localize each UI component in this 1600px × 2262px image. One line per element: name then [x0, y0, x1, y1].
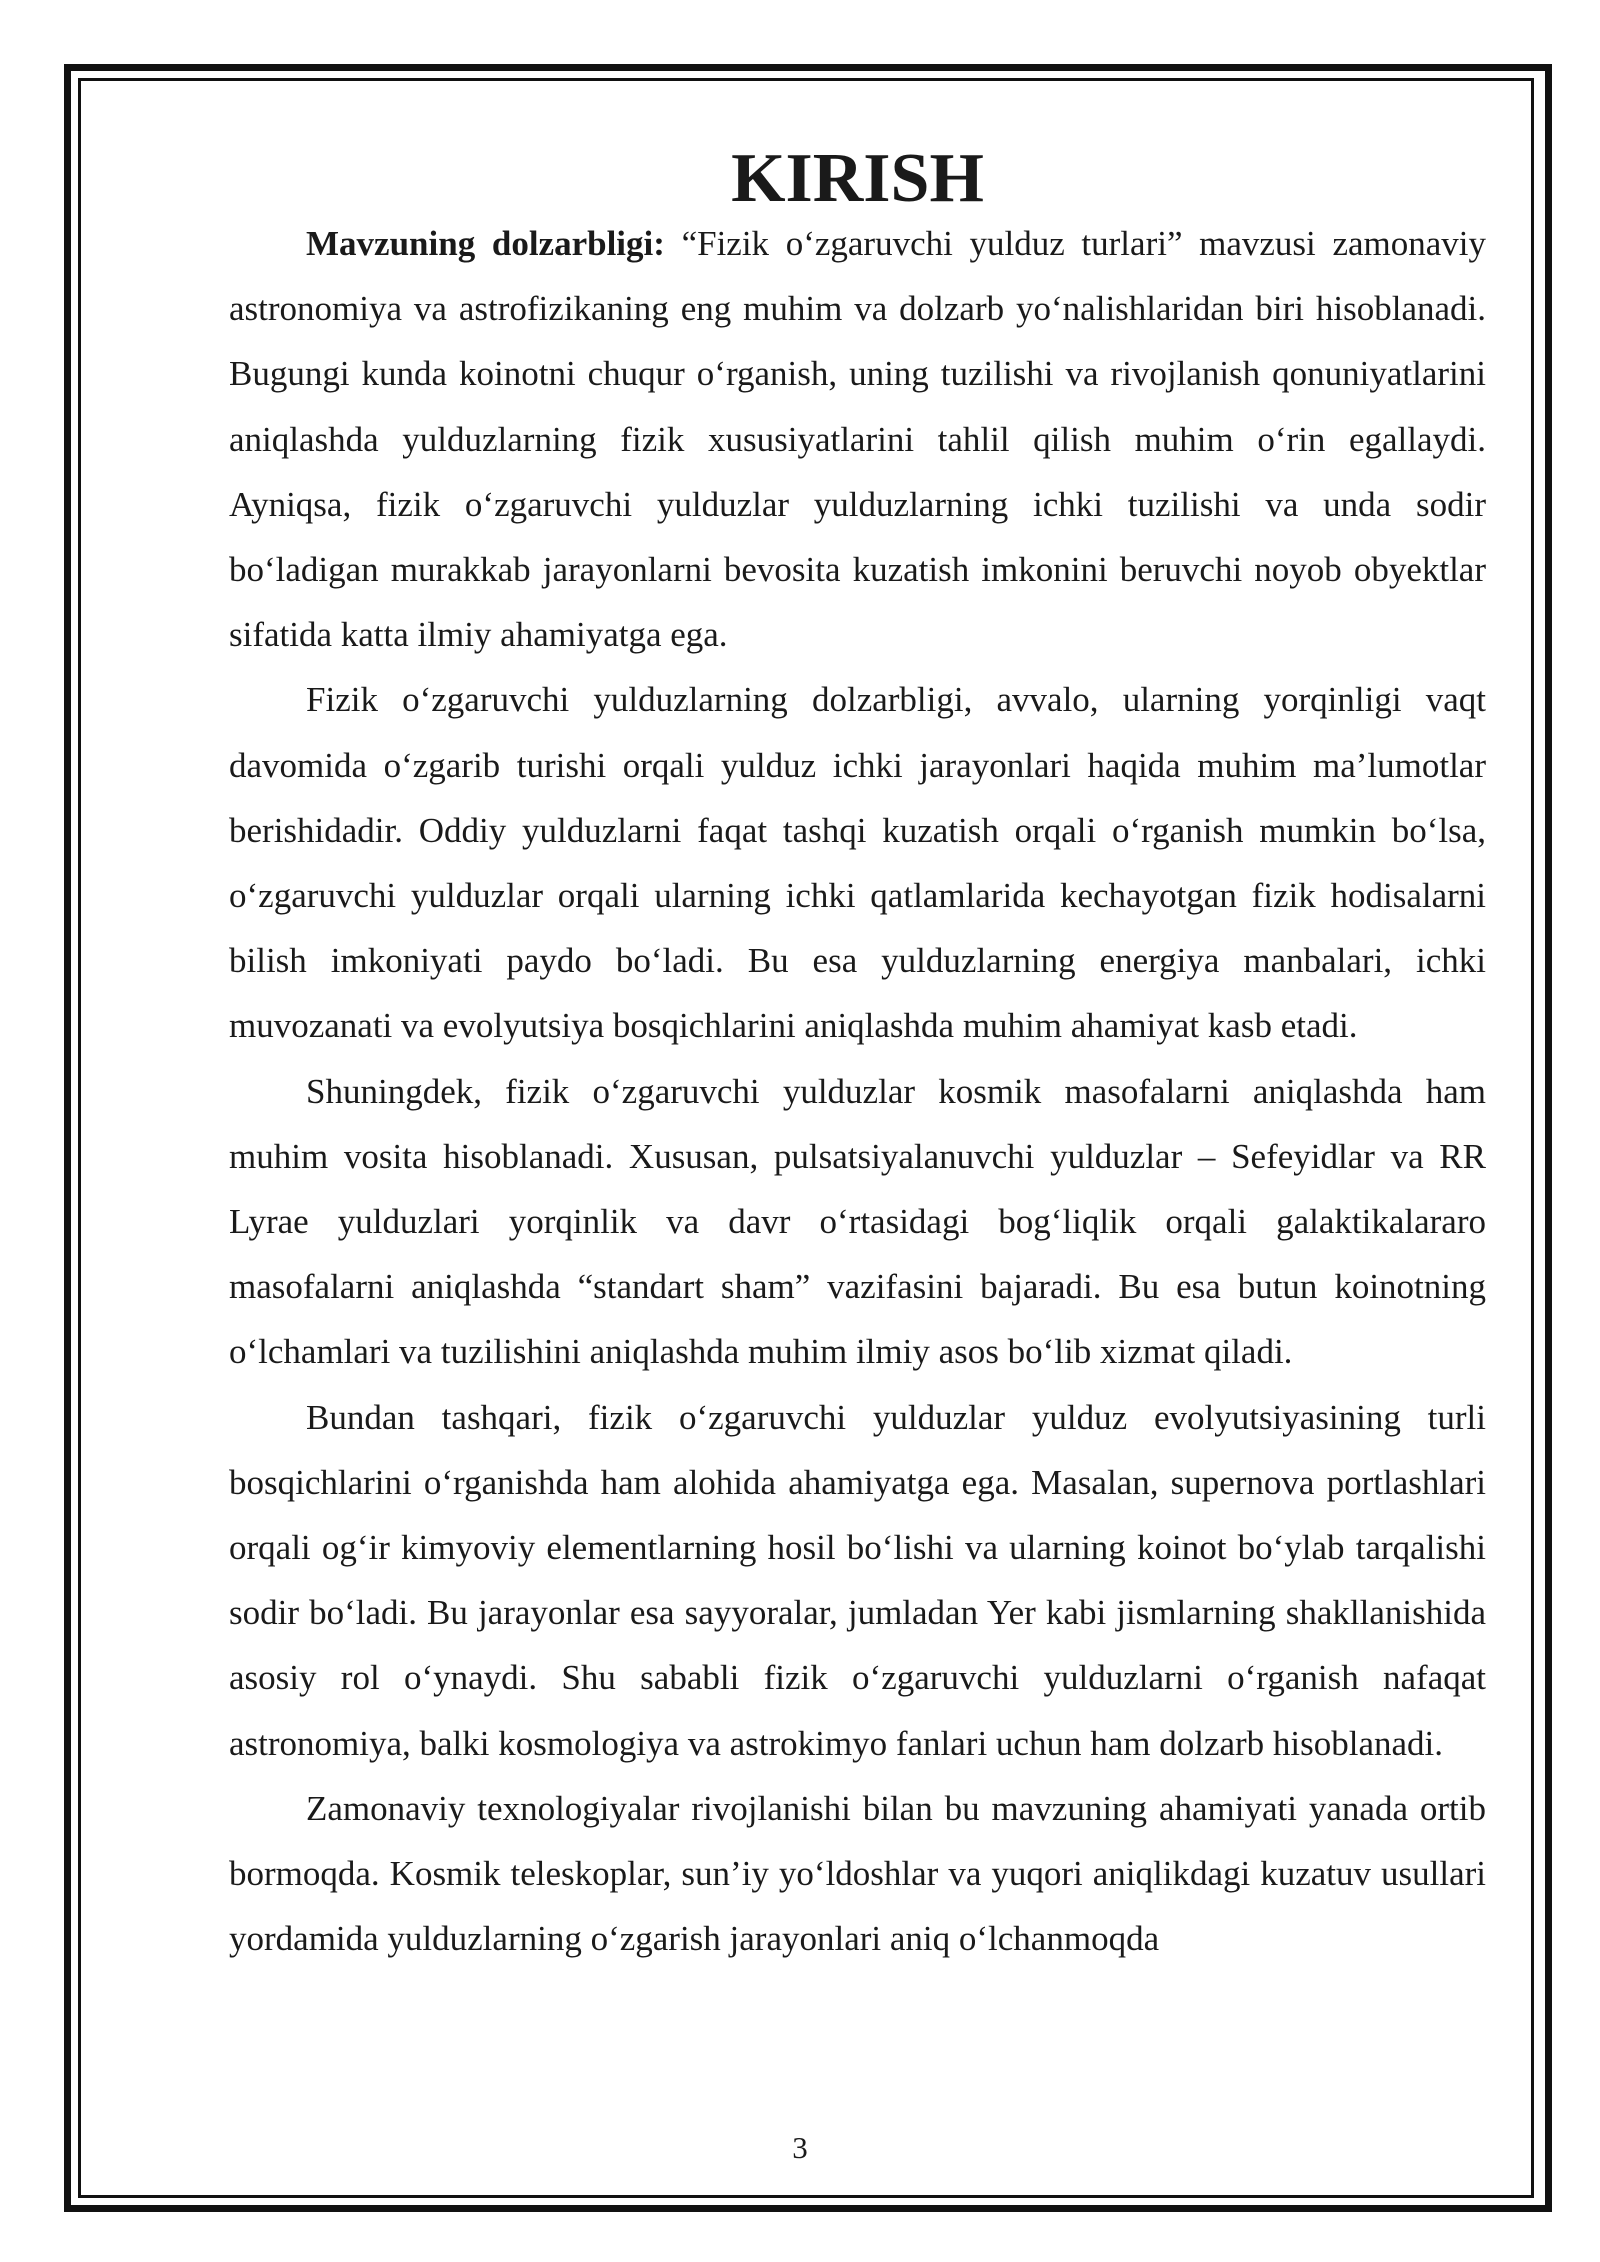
- section-heading: KIRISH: [731, 140, 984, 217]
- page-number: 3: [792, 2130, 808, 2165]
- paragraph-1-lead: Mavzuning dolzarbligi:: [306, 224, 665, 263]
- paragraph-3: [229, 1059, 1486, 1385]
- paragraph-2: [229, 667, 1486, 1058]
- paragraph-3-text: Shuningdek, fizik o‘zgaruvchi yulduzlar kosmik masofalarni aniqlashda ham muhim vosita hisoblanadi. Xususan, pulsatsiyalanuvchi yulduzlar – Sefeyidlar va RR Lyrae yulduzlari yorqinlik va davr o‘rtasidagi bog‘liqlik orqali galaktikalararo masofalarni aniqlashda “standart sham” vazifasini bajaradi. Bu esa butun koinotning o‘lchamlari va tuzilishini aniqlashda muhim ilmiy asos bo‘lib xizmat qiladi.: [229, 1071, 1486, 1372]
- paragraph-4-text: Bundan tashqari, fizik o‘zgaruvchi yulduzlar yulduz evolyutsiyasining turli bosqichlarini o‘rganishda ham alohida ahamiyatga ega. Masalan, supernova portlashlari orqali og‘ir kimyoviy elementlarning hosil bo‘lishi va ularning koinot bo‘ylab tarqalishi sodir bo‘ladi. Bu jarayonlar esa sayyoralar, jumladan Yer kabi jismlarning shakllanishida asosiy rol o‘ynaydi. Shu sababli fizik o‘zgaruvchi yulduzlarni o‘rganish nafaqat astronomiya, balki kosmologiya va astrokimyo fanlari uchun ham dolzarb hisoblanadi.: [229, 1397, 1486, 1763]
- page-content: [229, 140, 1486, 1971]
- paragraph-4: [229, 1385, 1486, 1776]
- paragraph-2-text: Fizik o‘zgaruvchi yulduzlarning dolzarbligi, avvalo, ularning yorqinligi vaqt davomida o‘zgarib turishi orqali yulduz ichki jarayonlari haqida muhim ma’lumotlar berishidadir. Oddiy yulduzlarni faqat tashqi kuzatish orqali o‘rganish mumkin bo‘lsa, o‘zgaruvchi yulduzlar orqali ularning ichki qatlamlarida kechayotgan fizik hodisalarni bilish imkoniyati paydo bo‘ladi. Bu esa yulduzlarning energiya manbalari, ichki muvozanati va evolyutsiya bosqichlarini aniqlashda muhim ahamiyat kasb etadi.: [229, 680, 1486, 1046]
- paragraph-1: [229, 211, 1486, 667]
- paragraph-5: [229, 1776, 1486, 1972]
- paragraph-1-text: “Fizik o‘zgaruvchi yulduz turlari” mavzusi zamonaviy astronomiya va astrofizikaning eng muhim va dolzarb yo‘nalishlaridan biri hisoblanadi. Bugungi kunda koinotni chuqur o‘rganish, uning tuzilishi va rivojlanish qonuniyatlarini aniqlashda yulduzlarning fizik xususiyatlarini tahlil qilish muhim o‘rin egallaydi. Ayniqsa, fizik o‘zgaruvchi yulduzlar yulduzlarning ichki tuzilishi va unda sodir bo‘ladigan murakkab jarayonlarni bevosita kuzatish imkonini beruvchi noyob obyektlar sifatida katta ilmiy ahamiyatga ega.: [229, 224, 1486, 655]
- paragraph-5-text: Zamonaviy texnologiyalar rivojlanishi bilan bu mavzuning ahamiyati yanada ortib bormoqda. Kosmik teleskoplar, sun’iy yo‘ldoshlar va yuqori aniqlikdagi kuzatuv usullari yordamida yulduzlarning o‘zgarish jarayonlari aniq o‘lchanmoqda: [229, 1788, 1486, 1959]
